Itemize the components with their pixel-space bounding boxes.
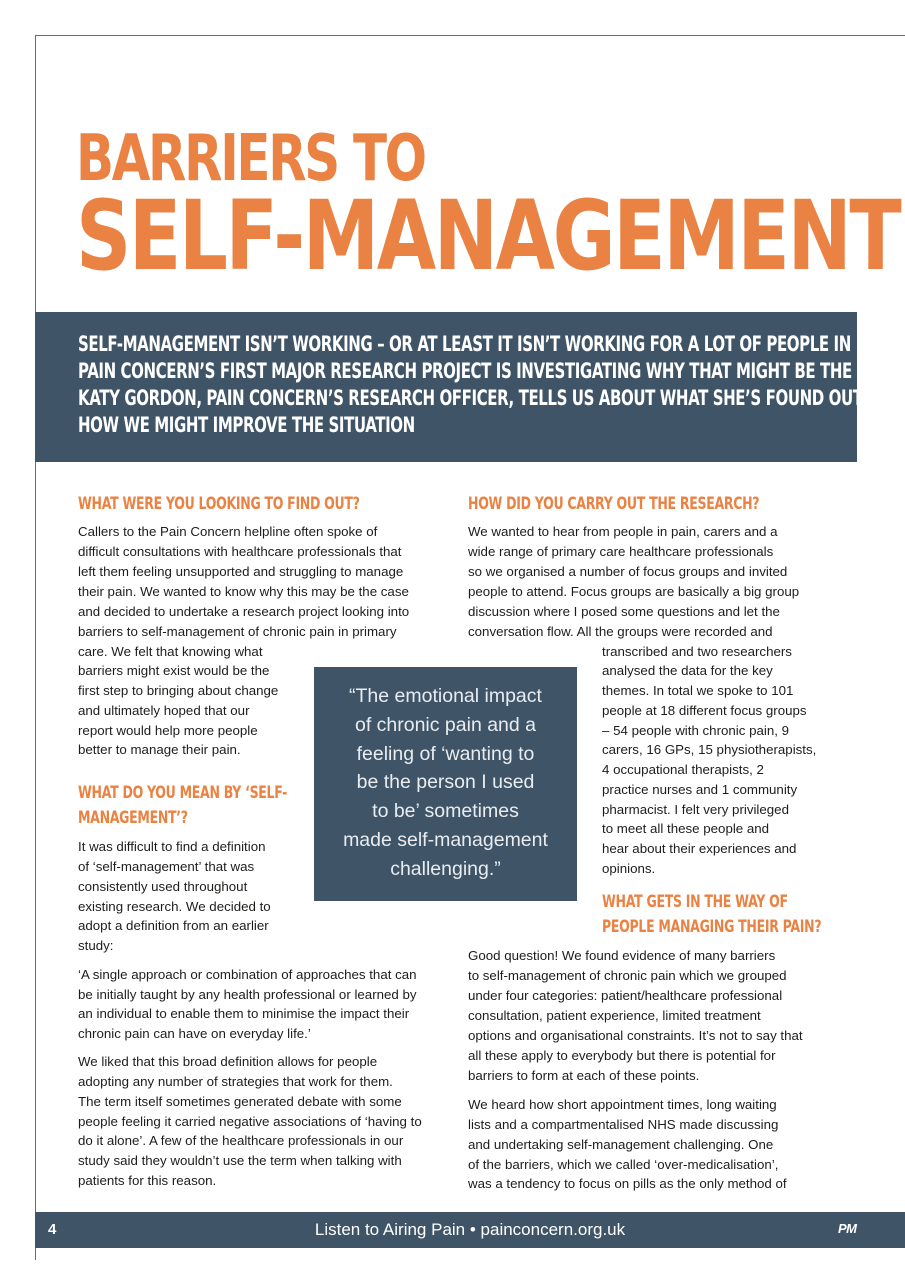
pull-quote-line: made self-management — [343, 829, 548, 851]
body-text-line: barriers might exist would be the — [78, 663, 270, 678]
intro-line: HOW WE MIGHT IMPROVE THE SITUATION — [78, 413, 415, 437]
body-text-line: adopting any number of strategies that work for them. — [78, 1074, 393, 1089]
body-text-line: Callers to the Pain Concern helpline often spoke of — [78, 524, 378, 539]
body-text-line: We liked that this broad definition allows for people — [78, 1054, 378, 1069]
body-text-line: lists and a compartmentalised NHS made discussing — [468, 1117, 779, 1132]
body-text-line: hear about their experiences and — [602, 841, 797, 856]
body-text-line: study: — [78, 938, 114, 953]
body-text-line: be initially taught by any health professional or learned by — [78, 987, 417, 1002]
page-footer — [35, 1212, 905, 1248]
body-text-line: consultation, patient experience, limited treatment — [468, 1008, 761, 1023]
body-text-line: an individual to enable them to minimise the impact their — [78, 1006, 410, 1021]
body-text-line: opinions. — [602, 861, 656, 876]
body-text-line: left them feeling unsupported and struggling to manage — [78, 564, 404, 579]
article-title-line1: BARRIERS TO — [76, 122, 425, 196]
body-text-line: so we organised a number of focus groups and invited — [468, 564, 788, 579]
body-text-line: carers, 16 GPs, 15 physiotherapists, — [602, 742, 817, 757]
body-text-line: report would help more people — [78, 723, 258, 738]
body-text-line: was a tendency to focus on pills as the only method of — [468, 1176, 787, 1191]
section-heading-what-gets-in-the-way: WHAT GETS IN THE WAY OF — [602, 892, 788, 911]
body-text-line: study said they wouldn’t use the term when talking with — [78, 1153, 402, 1168]
body-text-line: ‘A single approach or combination of approaches that can — [78, 967, 417, 982]
body-text-line: better to manage their pain. — [78, 742, 241, 757]
body-text-line: adopt a definition from an earlier — [78, 918, 269, 933]
body-text-line: It was difficult to find a definition — [78, 839, 266, 854]
body-text-line: chronic pain can have on everyday life.’ — [78, 1026, 311, 1041]
body-text-line: of the barriers, which we called ‘over-medicalisation’, — [468, 1157, 779, 1172]
intro-line: PAIN CONCERN’S FIRST MAJOR RESEARCH PROJECT IS INVESTIGATING WHY THAT MIGHT BE THE CASE. — [78, 359, 904, 383]
body-text-line: practice nurses and 1 community — [602, 782, 798, 797]
body-text-line: and ultimately hoped that our — [78, 703, 250, 718]
pull-quote-line: be the person I used — [356, 771, 535, 793]
pain-matters-logo: PM — [838, 1221, 857, 1236]
body-text-line: and undertaking self-management challenging. One — [468, 1137, 774, 1152]
body-text-line: people feeling it carried negative associations of ‘having to — [78, 1114, 422, 1129]
page-number: 4 — [48, 1221, 57, 1238]
intro-line: KATY GORDON, PAIN CONCERN’S RESEARCH OFFICER, TELLS US ABOUT WHAT SHE’S FOUND OUT AND — [78, 386, 903, 410]
footer-link-text[interactable]: Listen to Airing Pain • painconcern.org.uk — [314, 1220, 626, 1239]
body-text-line: barriers to form at each of these points. — [468, 1068, 700, 1083]
body-text-line: to self-management of chronic pain which we grouped — [468, 968, 787, 983]
body-text-line: to meet all these people and — [602, 821, 770, 836]
section-heading-looking-to-find-out: WHAT WERE YOU LOOKING TO FIND OUT? — [78, 494, 360, 513]
body-text-line: We wanted to hear from people in pain, carers and a — [468, 524, 778, 539]
body-text-line: – 54 people with chronic pain, 9 — [602, 723, 790, 738]
body-text-line: people to attend. Focus groups are basically a big group — [468, 584, 800, 599]
body-text-line: first step to bringing about change — [78, 683, 279, 698]
pull-quote-line: feeling of ‘wanting to — [356, 743, 535, 765]
body-text-line: pharmacist. I felt very privileged — [602, 802, 789, 817]
body-text-line: wide range of primary care healthcare professionals — [468, 544, 774, 559]
body-text-line: transcribed and two researchers — [602, 644, 792, 659]
page-frame-top — [35, 35, 905, 36]
body-text-line: We heard how short appointment times, long waiting — [468, 1097, 777, 1112]
body-text-line: under four categories: patient/healthcare professional — [468, 988, 783, 1003]
page-frame-left — [35, 35, 36, 1260]
body-text-line: 4 occupational therapists, 2 — [602, 762, 764, 777]
pull-quote-line: of chronic pain and a — [354, 714, 537, 736]
body-text-line: analysed the data for the key — [602, 663, 773, 678]
pull-quote-line: “The emotional impact — [349, 685, 542, 707]
pull-quote-line: challenging.” — [390, 858, 501, 880]
body-text-line: existing research. We decided to — [78, 899, 271, 914]
body-text-line: people at 18 different focus groups — [602, 703, 807, 718]
body-text-line: consistently used throughout — [78, 879, 248, 894]
section-heading-carry-out-research: HOW DID YOU CARRY OUT THE RESEARCH? — [468, 494, 760, 513]
body-text-line: and decided to undertake a research project looking into — [78, 604, 410, 619]
section-heading-what-gets-in-the-way: PEOPLE MANAGING THEIR PAIN? — [602, 917, 822, 936]
body-text-line: patients for this reason. — [78, 1173, 217, 1188]
section-heading-self-management-meaning: WHAT DO YOU MEAN BY ‘SELF- — [78, 783, 288, 802]
pull-quote-line: to be’ sometimes — [372, 800, 519, 822]
body-text-line: care. We felt that knowing what — [78, 644, 263, 659]
body-text-line: Good question! We found evidence of many barriers — [468, 948, 776, 963]
pull-quote — [314, 667, 577, 901]
body-text-line: their pain. We wanted to know why this may be the case — [78, 584, 409, 599]
body-text-line: conversation flow. All the groups were recorded and — [468, 624, 773, 639]
body-text-line: do it alone’. A few of the healthcare professionals in our — [78, 1133, 404, 1148]
body-text-line: barriers to self-management of chronic pain in primary — [78, 624, 397, 639]
body-text-line: The term itself sometimes generated debate with some — [78, 1094, 402, 1109]
intro-panel — [35, 312, 904, 462]
intro-line: SELF-MANAGEMENT ISN’T WORKING – OR AT LEAST IT ISN’T WORKING FOR A LOT OF PEOPLE IN PAIN. — [78, 332, 899, 356]
section-heading-self-management-meaning: MANAGEMENT’? — [78, 808, 188, 827]
body-text-line: discussion where I posed some questions and let the — [468, 604, 780, 619]
body-text-line: of ‘self-management’ that was — [78, 859, 255, 874]
body-text-line: difficult consultations with healthcare professionals that — [78, 544, 402, 559]
article-title-line2: SELF-MANAGEMENT — [76, 180, 900, 292]
body-text-line: options and organisational constraints. It’s not to say that — [468, 1028, 803, 1043]
body-text-line: all these apply to everybody but there is potential for — [468, 1048, 776, 1063]
body-text-line: themes. In total we spoke to 101 — [602, 683, 794, 698]
